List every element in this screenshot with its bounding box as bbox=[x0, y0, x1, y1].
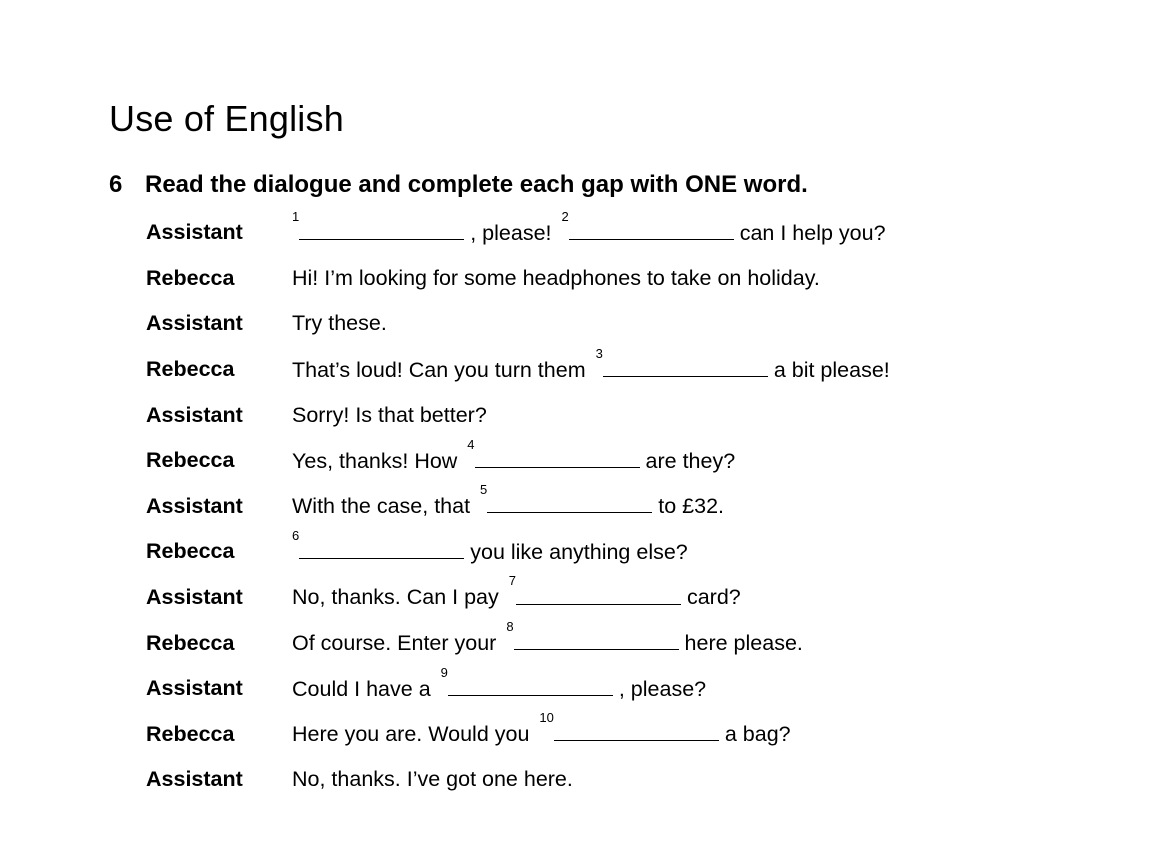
gap-blank[interactable] bbox=[603, 358, 768, 377]
gap-blank[interactable] bbox=[516, 586, 681, 605]
speaker-name: Assistant bbox=[146, 493, 243, 518]
dialogue-text-segment: a bit please! bbox=[773, 357, 890, 382]
dialogue-text bbox=[292, 208, 886, 246]
dialogue-text-segment: to £32. bbox=[658, 494, 725, 519]
dialogue-text bbox=[292, 345, 890, 383]
speaker-name: Assistant bbox=[146, 585, 243, 610]
gap-blank[interactable] bbox=[299, 540, 464, 559]
dialogue-text-segment: Here you are. Would you bbox=[292, 722, 536, 747]
dialogue-text bbox=[292, 311, 387, 336]
exercise-number: 6 bbox=[109, 171, 123, 198]
dialogue-text-segment: you like anything else? bbox=[470, 540, 688, 565]
dialogue bbox=[146, 210, 1046, 803]
gap-blank[interactable] bbox=[475, 449, 640, 468]
dialogue-line bbox=[146, 529, 1046, 575]
section-title: Use of English bbox=[109, 98, 344, 139]
speaker-name: Rebecca bbox=[146, 448, 235, 473]
dialogue-line bbox=[146, 620, 1046, 666]
dialogue-line bbox=[146, 256, 1046, 302]
exercise-instruction bbox=[109, 171, 808, 199]
dialogue-text bbox=[292, 710, 791, 747]
dialogue-line bbox=[146, 666, 1046, 712]
speaker-name: Rebecca bbox=[146, 265, 235, 290]
dialogue-text-segment: Of course. Enter your bbox=[292, 631, 503, 656]
speaker-name: Assistant bbox=[146, 402, 243, 427]
dialogue-text-segment: can I help you? bbox=[739, 220, 886, 245]
dialogue-text-segment: With the case, that bbox=[292, 494, 477, 519]
speaker-name: Rebecca bbox=[146, 630, 235, 655]
dialogue-text-segment: card? bbox=[686, 585, 741, 610]
gap-number: 4 bbox=[467, 436, 475, 452]
dialogue-text-segment: Sorry! Is that better? bbox=[292, 402, 487, 427]
dialogue-line bbox=[146, 301, 1046, 347]
gap-number: 5 bbox=[480, 482, 488, 498]
speaker-name: Assistant bbox=[146, 676, 243, 701]
dialogue-text bbox=[292, 619, 803, 656]
gap-number: 2 bbox=[561, 208, 569, 224]
dialogue-line bbox=[146, 484, 1046, 530]
gap-number: 10 bbox=[539, 710, 554, 726]
dialogue-text bbox=[292, 403, 487, 428]
speaker-name: Assistant bbox=[146, 220, 243, 245]
dialogue-line bbox=[146, 757, 1046, 803]
dialogue-line bbox=[146, 392, 1046, 438]
dialogue-text-segment: No, thanks. I’ve got one here. bbox=[292, 767, 573, 792]
gap-blank[interactable] bbox=[554, 722, 719, 741]
dialogue-text bbox=[292, 436, 736, 474]
gap-number: 7 bbox=[508, 573, 516, 589]
dialogue-text-segment: Try these. bbox=[292, 311, 387, 336]
dialogue-text-segment: Hi! I’m looking for some headphones to take on holiday. bbox=[292, 265, 820, 290]
gap-blank[interactable] bbox=[569, 221, 734, 240]
dialogue-text-segment: That’s loud! Can you turn them bbox=[292, 357, 592, 382]
gap-blank[interactable] bbox=[514, 631, 679, 650]
speaker-name: Rebecca bbox=[146, 357, 235, 382]
speaker-name: Rebecca bbox=[146, 721, 235, 746]
gap-number: 9 bbox=[440, 664, 448, 680]
gap-number: 1 bbox=[292, 208, 300, 224]
dialogue-text-segment: a bag? bbox=[724, 722, 791, 747]
dialogue-text bbox=[292, 266, 820, 291]
dialogue-text-segment: here please. bbox=[684, 631, 803, 656]
gap-number: 8 bbox=[506, 619, 514, 635]
dialogue-text-segment: Could I have a bbox=[292, 676, 437, 701]
dialogue-text bbox=[292, 767, 573, 792]
gap-number: 3 bbox=[595, 345, 603, 361]
dialogue-line bbox=[146, 210, 1046, 256]
dialogue-line bbox=[146, 438, 1046, 484]
dialogue-text bbox=[292, 482, 725, 519]
dialogue-text bbox=[292, 664, 707, 702]
exercise-instruction-text: Read the dialogue and complete each gap with ONE word. bbox=[145, 171, 808, 198]
gap-blank[interactable] bbox=[448, 677, 613, 696]
dialogue-text-segment: , please? bbox=[618, 676, 707, 701]
dialogue-text bbox=[292, 527, 688, 565]
gap-blank[interactable] bbox=[487, 494, 652, 513]
gap-number: 6 bbox=[292, 527, 300, 543]
gap-blank[interactable] bbox=[299, 221, 464, 240]
speaker-name: Assistant bbox=[146, 311, 243, 336]
dialogue-text-segment: Yes, thanks! How bbox=[292, 448, 464, 473]
dialogue-text bbox=[292, 573, 741, 610]
dialogue-text-segment: , please! bbox=[470, 220, 558, 245]
dialogue-line bbox=[146, 712, 1046, 758]
speaker-name: Assistant bbox=[146, 767, 243, 792]
dialogue-line bbox=[146, 575, 1046, 621]
dialogue-text-segment: are they? bbox=[645, 448, 736, 473]
dialogue-text-segment: No, thanks. Can I pay bbox=[292, 585, 505, 610]
speaker-name: Rebecca bbox=[146, 539, 235, 564]
dialogue-line bbox=[146, 347, 1046, 393]
